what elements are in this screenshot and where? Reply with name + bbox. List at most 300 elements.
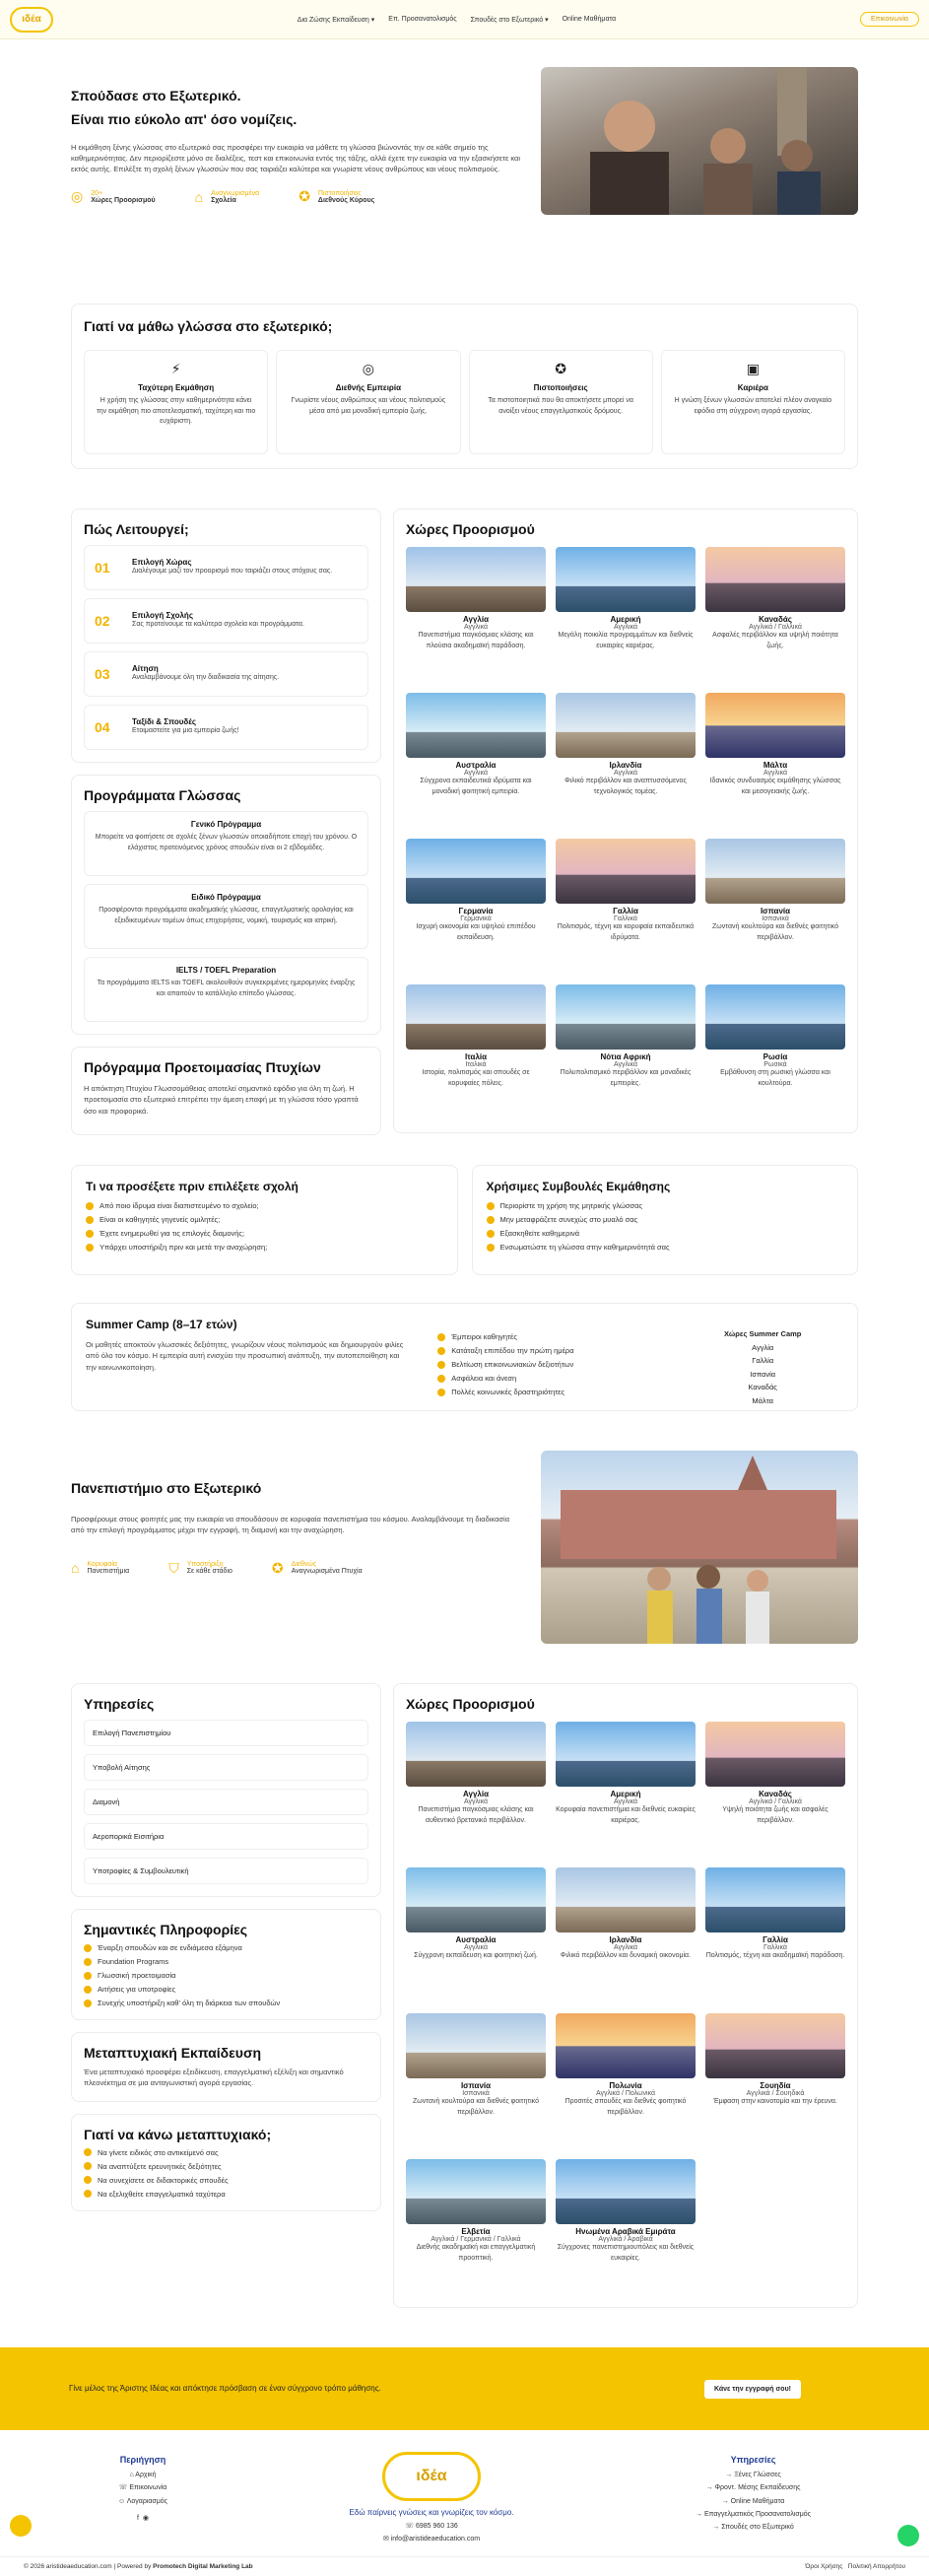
check-icon bbox=[84, 2190, 92, 2198]
destination-description: Ιδανικός συνδυασμός εκμάθησης γλώσσας και μεσογειακής ζωής. bbox=[709, 778, 841, 795]
destination-description: Πολυπολιτισμικό περιβάλλον και μοναδικές εμπειρίες. bbox=[560, 1069, 692, 1087]
destination-language: Ισπανικά bbox=[762, 915, 789, 922]
why-card bbox=[469, 350, 653, 454]
section-text: Ένα μεταπτυχιακό προσφέρει εξειδίκευση, επαγγελματική εξέλιξη και σημαντικό πλεονέκτημα σε μια ανταγωνιστική αγορά εργασίας. bbox=[84, 2068, 344, 2088]
section-title: Τι να προσέξετε πριν επιλέξετε σχολή bbox=[86, 1180, 299, 1193]
destination-description: Υψηλή ποιότητα ζωής και ασφαλές περιβάλλον. bbox=[722, 1806, 829, 1824]
destination-card[interactable] bbox=[406, 547, 546, 683]
list-item-text: Να συνεχίσετε σε διδακτορικές σπουδές bbox=[98, 2175, 229, 2185]
check-icon bbox=[84, 2162, 92, 2170]
destination-language: Αγγλικά / Γαλλικά bbox=[749, 1798, 802, 1805]
check-icon bbox=[437, 1347, 445, 1355]
destination-card[interactable] bbox=[406, 2159, 546, 2295]
section-text: Η απόκτηση Πτυχίου Γλωσσομάθειας αποτελεί σημαντικό εφόδιο για όλη τη ζωή. Η προετοιμασία στο εξωτερικό επιτρέπει την άμεση επαφή με τη γλώσσα τόσο γραπτά όσο και προφορικά. bbox=[84, 1084, 359, 1116]
destination-language: Ιταλικά bbox=[465, 1061, 487, 1068]
destination-name: Αμερική bbox=[610, 1790, 641, 1798]
section-title: Γιατί να μάθω γλώσσα στο εξωτερικό; bbox=[84, 318, 333, 334]
destination-description: Πανεπιστήμια παγκόσμιας κλάσης και πλούσια ακαδημαϊκή παράδοση. bbox=[418, 632, 534, 649]
destinations-grid bbox=[406, 547, 845, 1120]
footer-heading: Περιήγηση bbox=[119, 2455, 166, 2465]
phone-icon: ☏ bbox=[405, 2523, 416, 2531]
user-icon: ☺ bbox=[118, 2497, 127, 2505]
footer-services bbox=[696, 2452, 811, 2546]
postgrad-section bbox=[71, 2032, 381, 2102]
whatsapp-icon[interactable] bbox=[897, 2525, 919, 2546]
program-title: IELTS / TOEFL Preparation bbox=[175, 966, 277, 975]
summer-camp-section bbox=[71, 1303, 858, 1411]
destination-description: Πανεπιστήμια παγκόσμιας κλάσης και αυθεντικό βρετανικό περιβάλλον. bbox=[418, 1806, 534, 1824]
footer-link[interactable] bbox=[696, 2508, 811, 2521]
contact-button[interactable]: Επικοινωνία bbox=[860, 12, 919, 27]
destination-name: Γαλλία bbox=[613, 907, 638, 915]
step-number: 01 bbox=[95, 560, 110, 576]
why-card bbox=[661, 350, 845, 454]
university-section bbox=[71, 1451, 858, 1644]
destination-photo bbox=[556, 839, 696, 904]
list-item bbox=[86, 1243, 443, 1252]
card-title: Ταχύτερη Εκμάθηση bbox=[138, 383, 215, 392]
program-title: Ειδικό Πρόγραμμα bbox=[191, 893, 261, 902]
card-title: Πιστοποιήσεις bbox=[533, 383, 588, 392]
program-card bbox=[84, 957, 368, 1022]
powered-by-link[interactable]: Promotech Digital Marketing Lab bbox=[153, 2562, 253, 2570]
section-title: Προγράμματα Γλώσσας bbox=[84, 787, 241, 803]
site-footer bbox=[0, 2430, 929, 2556]
destination-photo bbox=[705, 839, 845, 904]
destination-card[interactable] bbox=[705, 1867, 845, 2003]
footer-email[interactable] bbox=[350, 2533, 514, 2545]
footer-phone[interactable] bbox=[350, 2520, 514, 2533]
destination-name: Ιρλανδία bbox=[609, 761, 642, 770]
summer-camp-countries bbox=[682, 1318, 843, 1405]
degree-prep-section bbox=[71, 1047, 381, 1135]
check-icon bbox=[437, 1333, 445, 1341]
list-item-text: Είναι οι καθηγητές γηγενείς ομιλητές; bbox=[100, 1215, 221, 1224]
destination-photo bbox=[556, 547, 696, 612]
destination-description: Έμφαση στην καινοτομία και την έρευνα. bbox=[713, 2098, 837, 2105]
list-item bbox=[84, 1999, 368, 2007]
card-title: Καριέρα bbox=[737, 383, 768, 392]
check-icon bbox=[437, 1361, 445, 1369]
stat-label: Διεθνούς Κύρους bbox=[317, 196, 375, 204]
list-item-text: Να γίνετε ειδικός στο αντικείμενό σας bbox=[98, 2147, 219, 2157]
list-item-text: Ασφάλεια και άνεση bbox=[451, 1374, 517, 1383]
check-icon bbox=[84, 2000, 92, 2007]
destination-card[interactable] bbox=[556, 2159, 696, 2295]
destination-description: Σύγχρονες πανεπιστημιουπόλεις και διεθνείς ευκαιρίες. bbox=[557, 2244, 695, 2262]
mail-icon: ✉ bbox=[382, 2536, 391, 2543]
footer-brand bbox=[350, 2452, 514, 2546]
signup-banner bbox=[0, 2347, 929, 2430]
banner-text: Γίνε μέλος της Άριστης Ιδέας και απόκτησε πρόσβαση σε έναν σύγχρονο τρόπο μάθησης. bbox=[69, 2384, 381, 2393]
destination-description: Ασφαλές περιβάλλον και υψηλή ποιότητα ζωής. bbox=[712, 632, 838, 649]
destination-card[interactable] bbox=[406, 693, 546, 829]
lightning-icon: ⚡ bbox=[170, 361, 181, 376]
service-item[interactable]: Αεροπορικά Εισιτήρια bbox=[84, 1823, 368, 1850]
home-icon: ⌂ bbox=[129, 2472, 136, 2479]
footer-link-text: Αρχική bbox=[135, 2472, 157, 2479]
program-title: Γενικό Πρόγραμμα bbox=[190, 820, 262, 829]
check-icon bbox=[86, 1244, 94, 1252]
terms-link[interactable]: Όροι Χρήσης bbox=[805, 2562, 843, 2570]
footer-link-text: Online Μαθήματα bbox=[730, 2497, 785, 2505]
section-title: Υπηρεσίες bbox=[84, 1696, 155, 1712]
list-item bbox=[84, 2148, 368, 2157]
destination-card[interactable] bbox=[556, 1867, 696, 2003]
destination-language: Αγγλικά bbox=[763, 770, 788, 777]
footer-tagline: Εδώ παίρνεις γνώσεις και γνωρίζεις τον κόσμο. bbox=[349, 2508, 514, 2517]
destination-photo bbox=[406, 1722, 546, 1787]
privacy-link[interactable]: Πολιτική Απορρήτου bbox=[847, 2562, 905, 2570]
step-number: 03 bbox=[95, 666, 110, 682]
badge-check-icon: ✪ bbox=[299, 188, 310, 205]
check-icon bbox=[86, 1202, 94, 1210]
list-item-text: Πολλές κοινωνικές δραστηριότητες bbox=[451, 1388, 565, 1396]
phone-icon: ☏ bbox=[118, 2484, 130, 2492]
check-icon bbox=[86, 1230, 94, 1238]
globe-icon: ◎ bbox=[362, 361, 374, 376]
destination-name: Ισπανία bbox=[760, 907, 791, 915]
email-text: info@aristideaeducation.com bbox=[390, 2536, 481, 2543]
instagram-icon[interactable]: ◉ bbox=[142, 2514, 149, 2522]
shield-icon: ⛉ bbox=[168, 1559, 179, 1576]
destination-language: Ισπανικά bbox=[462, 2090, 490, 2097]
service-item[interactable]: Υποβολή Αίτησης bbox=[84, 1754, 368, 1781]
stat-number: Κορυφαία bbox=[87, 1561, 117, 1568]
destination-card[interactable] bbox=[705, 839, 845, 975]
footer-link-text: Λογαριασμός bbox=[126, 2497, 168, 2505]
step-item bbox=[84, 705, 368, 750]
list-item-text: Κατάταξη επιπέδου την πρώτη ημέρα bbox=[451, 1346, 574, 1355]
destination-language: Αγγλικά bbox=[613, 1061, 638, 1068]
check-icon bbox=[487, 1230, 495, 1238]
program-text: Προσφέρονται προγράμματα ακαδημαϊκής γλώσσας, επαγγελματικής ορολογίας και εξειδικευμένων τομέων όπως επιχειρήσεις, νομική, τουρισμός και ιατρική. bbox=[99, 907, 354, 924]
service-item[interactable]: Διαμονή bbox=[84, 1789, 368, 1815]
destination-card[interactable] bbox=[705, 984, 845, 1120]
signup-button[interactable]: Κάνε την εγγραφή σου! bbox=[704, 2380, 801, 2399]
arrow-right-icon: → bbox=[721, 2497, 731, 2505]
list-item-text: Ενσωματώστε τη γλώσσα στην καθημερινότητά σας bbox=[499, 1243, 670, 1252]
step-item bbox=[84, 598, 368, 644]
destination-language: Αγγλικά bbox=[613, 1798, 638, 1805]
destination-photo bbox=[556, 1867, 696, 1932]
list-item bbox=[487, 1201, 844, 1210]
arrow-right-icon: → bbox=[712, 2524, 722, 2532]
destination-description: Πολιτισμός, τέχνη και ακαδημαϊκή παράδοση. bbox=[705, 1952, 845, 1959]
footer-link[interactable] bbox=[118, 2481, 167, 2494]
footer-logo: ιδέα bbox=[382, 2452, 481, 2501]
footer-nav bbox=[118, 2452, 167, 2546]
destination-description: Πολιτισμός, τέχνη και κορυφαία εκπαιδευτικά ιδρύματα. bbox=[557, 923, 695, 941]
card-title: Διεθνής Εμπειρία bbox=[335, 383, 402, 392]
check-icon bbox=[84, 2176, 92, 2184]
why-card bbox=[276, 350, 460, 454]
destination-language: Γαλλικά bbox=[614, 915, 637, 922]
list-item-text: Να εξελιχθείτε επαγγελματικά ταχύτερα bbox=[98, 2189, 226, 2199]
section-title: Πρόγραμμα Προετοιμασίας Πτυχίων bbox=[84, 1059, 321, 1075]
destination-language: Αγγλικά / Αραβικά bbox=[598, 2236, 653, 2243]
step-title: Αίτηση bbox=[132, 664, 159, 674]
footer-link[interactable] bbox=[696, 2521, 811, 2534]
country-name: Ισπανία bbox=[750, 1369, 776, 1379]
country-name: Μάλτα bbox=[752, 1395, 773, 1405]
destination-description: Εμβάθυνση στη ρωσική γλώσσα και κουλτούρα. bbox=[720, 1069, 830, 1087]
destination-photo bbox=[406, 984, 546, 1050]
section-title: Summer Camp (8–17 ετών) bbox=[86, 1318, 237, 1331]
destination-language: Αγγλικά bbox=[463, 1944, 489, 1951]
stat-number: 20+ bbox=[91, 189, 103, 197]
destination-language: Αγγλικά bbox=[463, 624, 489, 631]
check-icon bbox=[487, 1216, 495, 1224]
destination-language: Αγγλικά bbox=[613, 624, 638, 631]
footer-link[interactable] bbox=[696, 2481, 811, 2494]
list-item-text: Από ποιο ίδρυμα είναι διαπιστευμένο το σχολείο; bbox=[100, 1201, 259, 1210]
check-icon bbox=[84, 1958, 92, 1966]
hero-title-line1: Σπούδασε στο Εξωτερικό. bbox=[71, 88, 241, 103]
list-item bbox=[437, 1388, 652, 1396]
list-item-text: Συνεχής υποστήριξη καθ' όλη τη διάρκεια των σπουδών bbox=[98, 1999, 281, 2007]
badge-check-icon: ✪ bbox=[555, 361, 566, 376]
destination-language: Αγγλικά bbox=[613, 770, 638, 777]
destination-language: Αγγλικά bbox=[463, 1798, 489, 1805]
destination-photo bbox=[705, 1722, 845, 1787]
destination-language: Αγγλικά / Γαλλικά bbox=[749, 624, 802, 631]
service-item[interactable]: Υποτροφίες & Συμβουλευτική bbox=[84, 1858, 368, 1884]
destination-description: Διεθνής ακαδημαϊκή και επαγγελματική προοπτική. bbox=[416, 2244, 536, 2262]
destination-description: Κορυφαία πανεπιστήμια και διεθνείς ευκαιρίες καριέρας. bbox=[556, 1806, 696, 1824]
step-title: Ταξίδι & Σπουδές bbox=[132, 717, 197, 727]
list-item bbox=[84, 2162, 368, 2171]
footer-heading: Υπηρεσίες bbox=[730, 2455, 776, 2465]
destinations-grid bbox=[406, 1722, 845, 2295]
destination-card[interactable] bbox=[556, 839, 696, 975]
list-item bbox=[437, 1332, 652, 1341]
university-icon: ⌂ bbox=[71, 1560, 80, 1576]
destination-name: Ηνωμένα Αραβικά Εμιράτα bbox=[575, 2227, 676, 2236]
destination-photo bbox=[705, 547, 845, 612]
country-name: Καναδάς bbox=[748, 1383, 777, 1391]
destination-name: Αγγλία bbox=[463, 615, 489, 624]
list-item bbox=[437, 1374, 652, 1383]
card-text: Η χρήση της γλώσσας στην καθημερινότητα κάνει την εκμάθηση πιο αποτελεσματική, ταχύτερη και πιο ευχάριστη. bbox=[97, 397, 256, 425]
destination-description: Προσιτές σπουδές και διεθνές φοιτητικό περιβάλλον. bbox=[564, 2098, 687, 2116]
stat-label: Αναγνωρισμένα Πτυχία bbox=[291, 1568, 363, 1575]
list-item-text: Γλωσσική προετοιμασία bbox=[98, 1971, 176, 1980]
university-photo bbox=[541, 1451, 858, 1644]
stat-number: Πιστοποιήσεις bbox=[317, 189, 362, 197]
briefcase-icon: ▣ bbox=[746, 361, 760, 376]
list-item bbox=[84, 1943, 368, 1952]
uni-destinations-section bbox=[393, 1683, 858, 2308]
destination-name: Καναδάς bbox=[759, 615, 792, 624]
step-text: Σας προτείνουμε τα καλύτερα σχολεία και προγράμματα. bbox=[132, 621, 304, 629]
destination-photo bbox=[705, 693, 845, 758]
list-item-text: Βελτίωση επικοινωνιακών δεξιοτήτων bbox=[451, 1360, 574, 1369]
program-card bbox=[84, 884, 368, 949]
site-header bbox=[0, 0, 929, 39]
list-item-text: Foundation Programs bbox=[98, 1957, 169, 1966]
destination-name: Αυστραλία bbox=[455, 761, 497, 770]
destination-card[interactable] bbox=[406, 984, 546, 1120]
copyright-text: © 2026 aristideaeducation.com | Powered by bbox=[24, 2562, 152, 2570]
list-item bbox=[487, 1215, 844, 1224]
list-item bbox=[437, 1346, 652, 1355]
destination-card[interactable] bbox=[556, 2013, 696, 2149]
nav-item[interactable]: Δια Ζώσης Εκπαίδευση ▾ bbox=[297, 16, 375, 24]
uni-stat bbox=[71, 1560, 129, 1577]
campus-illustration bbox=[541, 1451, 858, 1644]
list-item bbox=[487, 1243, 844, 1252]
check-icon bbox=[487, 1244, 495, 1252]
accessibility-button[interactable] bbox=[10, 2515, 32, 2537]
section-text: Προσφέρουμε στους φοιτητές μας την ευκαιρία να σπουδάσουν σε κορυφαία πανεπιστήμια του κόσμου. Αναλαμβάνουμε τη διαδικασία από την επιλογή προγράμματος μέχρι την εγγραφή, τη διαμονή και την αναχώρηση. bbox=[71, 1515, 510, 1535]
destination-card[interactable] bbox=[406, 839, 546, 975]
footer-link-text: Φροντ. Μέσης Εκπαίδευσης bbox=[714, 2484, 801, 2492]
footer-link-text: Σπουδές στο Εξωτερικό bbox=[721, 2524, 794, 2532]
hero-photo-students bbox=[541, 67, 858, 215]
destination-card[interactable] bbox=[705, 547, 845, 683]
nav-item[interactable]: Σπουδές στο Εξωτερικό ▾ bbox=[470, 16, 549, 24]
destination-photo bbox=[556, 2159, 696, 2224]
arrow-right-icon: → bbox=[705, 2484, 715, 2492]
stat-number: Αναγνωρισμένα bbox=[211, 189, 260, 197]
hero-stat bbox=[71, 188, 156, 205]
list-item bbox=[487, 1229, 844, 1238]
list-item bbox=[84, 2190, 368, 2199]
badge-check-icon: ✪ bbox=[271, 1559, 284, 1576]
footer-link-text: Επικοινωνία bbox=[129, 2484, 167, 2492]
country-name: Γαλλία bbox=[752, 1356, 774, 1365]
list-item bbox=[86, 1201, 443, 1210]
program-text: Τα προγράμματα IELTS και TOEFL ακολουθούν συγκεκριμένες ημερομηνίες έναρξης και απαιτούν το κατάλληλο επίπεδο γλώσσας. bbox=[97, 980, 356, 997]
destination-description: Φιλικό περιβάλλον και αναπτυσσόμενος τεχνολογικός τομέας. bbox=[564, 778, 687, 795]
step-text: Ετοιμαστείτε για μια εμπειρία ζωής! bbox=[132, 727, 239, 735]
site-logo[interactable]: ιδέα bbox=[10, 7, 53, 33]
uni-stat bbox=[272, 1560, 363, 1577]
why-learn-section bbox=[71, 304, 858, 469]
hero-stat bbox=[299, 188, 374, 205]
destination-description: Ισχυρή οικονομία και υψηλού επιπέδου εκπαίδευση. bbox=[416, 923, 536, 941]
destination-description: Σύγχρονη εκπαίδευση και φοιτητική ζωή. bbox=[414, 1952, 538, 1959]
why-card bbox=[84, 350, 268, 454]
destination-language: Γερμανικά bbox=[460, 915, 492, 922]
destination-card[interactable] bbox=[705, 1722, 845, 1858]
destination-photo bbox=[705, 984, 845, 1050]
section-title: Μεταπτυχιακή Εκπαίδευση bbox=[84, 2045, 262, 2061]
destination-language: Αγγλικά bbox=[613, 1944, 638, 1951]
countries-title: Χώρες Summer Camp bbox=[724, 1329, 802, 1338]
footer-link[interactable] bbox=[696, 2495, 811, 2508]
stat-number: Υποστήριξη bbox=[186, 1561, 224, 1568]
check-icon bbox=[86, 1216, 94, 1224]
main-nav bbox=[298, 16, 616, 24]
footer-link[interactable] bbox=[696, 2469, 811, 2481]
facebook-icon[interactable]: f bbox=[137, 2514, 139, 2522]
section-text: Οι μαθητές αποκτούν γλωσσικές δεξιότητες, γνωρίζουν νέους πολιτισμούς και δημιουργούν φιλίες από όλο τον κόσμο. Η εμπειρία αυτή ενισχύει την προσωπική ανάπτυξη, την αυτοπεποίθηση και την κοινωνικοποίηση. bbox=[86, 1340, 404, 1372]
learning-tips-section bbox=[472, 1165, 859, 1275]
stat-label: Σε κάθε στάδιο bbox=[186, 1568, 232, 1575]
stat-label: Πανεπιστήμια bbox=[87, 1568, 130, 1575]
destination-photo bbox=[406, 839, 546, 904]
destination-card[interactable] bbox=[705, 2013, 845, 2149]
section-title: Πανεπιστήμιο στο Εξωτερικό bbox=[71, 1480, 262, 1496]
step-item bbox=[84, 651, 368, 697]
list-item bbox=[84, 1957, 368, 1966]
destination-language: Αγγλικά bbox=[463, 770, 489, 777]
destination-name: Γερμανία bbox=[458, 907, 494, 915]
destination-name: Ρωσία bbox=[763, 1052, 788, 1061]
destination-language: Αγγλικά / Σουηδικά bbox=[746, 2090, 805, 2097]
check-icon bbox=[437, 1375, 445, 1383]
list-item-text: Αιτήσεις για υποτροφίες bbox=[98, 1985, 176, 1994]
check-icon bbox=[487, 1202, 495, 1210]
destination-photo bbox=[705, 2013, 845, 2078]
destination-card[interactable] bbox=[556, 1722, 696, 1858]
destination-card[interactable] bbox=[406, 2013, 546, 2149]
hero-section bbox=[71, 39, 858, 256]
destination-language: Γαλλικά bbox=[763, 1944, 787, 1951]
list-item bbox=[84, 2176, 368, 2185]
list-item-text: Μην μεταφράζετε συνεχώς στο μυαλό σας bbox=[499, 1215, 638, 1224]
list-item bbox=[86, 1229, 443, 1238]
section-title: Χώρες Προορισμού bbox=[406, 521, 535, 537]
list-item-text: Να αναπτύξετε ερευνητικές δεξιότητες bbox=[98, 2161, 222, 2171]
destination-name: Γαλλία bbox=[763, 1935, 788, 1944]
destination-description: Ζωντανή κουλτούρα και διεθνές φοιτητικό περιβάλλον. bbox=[413, 2098, 539, 2116]
why-postgrad-section bbox=[71, 2114, 381, 2211]
destination-card[interactable] bbox=[556, 984, 696, 1120]
check-icon bbox=[84, 1944, 92, 1952]
nav-item[interactable]: Επ. Προσανατολισμός bbox=[388, 15, 457, 23]
destination-name: Καναδάς bbox=[759, 1790, 792, 1798]
step-text: Αναλαμβάνουμε όλη την διαδικασία της αίτησης. bbox=[132, 674, 280, 682]
footer-link[interactable] bbox=[118, 2495, 167, 2508]
footer-link[interactable] bbox=[118, 2469, 167, 2481]
footer-link-text: Επαγγελματικός Προσανατολισμός bbox=[703, 2510, 811, 2518]
list-item-text: Έχετε ενημερωθεί για τις επιλογές διαμονής; bbox=[100, 1229, 245, 1238]
stat-label: Σχολεία bbox=[211, 196, 236, 204]
destination-photo bbox=[705, 1867, 845, 1932]
destination-card[interactable] bbox=[406, 1867, 546, 2003]
nav-item[interactable]: Online Μαθήματα bbox=[562, 15, 617, 23]
program-text: Μπορείτε να φοιτήσετε σε σχολές ξένων γλωσσών οποιαδήποτε εποχή του χρόνου. Ο ελάχιστος προτεινόμενος χρόνος σπουδών είναι οι 2 εβδομάδες. bbox=[95, 834, 358, 851]
before-choosing-section bbox=[71, 1165, 458, 1275]
globe-icon: ◎ bbox=[71, 188, 84, 205]
destination-language: Αγγλικά / Πολωνικά bbox=[595, 2090, 656, 2097]
destination-card[interactable] bbox=[556, 547, 696, 683]
destination-language: Αγγλικά / Γερμανικά / Γαλλικά bbox=[431, 2236, 521, 2243]
service-item[interactable]: Επιλογή Πανεπιστημίου bbox=[84, 1720, 368, 1746]
important-info-section bbox=[71, 1909, 381, 2020]
destination-name: Αμερική bbox=[610, 615, 641, 624]
destination-photo bbox=[556, 984, 696, 1050]
uni-stat bbox=[168, 1560, 232, 1577]
destination-name: Πολωνία bbox=[609, 2081, 642, 2090]
destination-language: Ρωσικά bbox=[763, 1061, 787, 1068]
card-text: Γνωρίστε νέους ανθρώπους και νέους πολιτισμούς μέσα από μια μοναδική εμπειρία ζωής. bbox=[291, 397, 446, 415]
destination-card[interactable] bbox=[556, 693, 696, 829]
destination-card[interactable] bbox=[406, 1722, 546, 1858]
hero-description: Η εκμάθηση ξένης γλώσσας στο εξωτερικό σας προσφέρει την ευκαιρία να μάθετε τη γλώσσα βιώνοντάς την σε κάθε σημείο της καθημερινότητας. Δεν περιορίζεστε μόνο σε διαλέξεις, τεστ και επικοινωνία εντός της τάξης, αλλά έχετε την ευκαιρία να την εξασκήσετε και εκτός αυτής. Επιλέξτε τη σχολή ξένων γλωσσών που σας ταιριάζει καλύτερα και γνωρίστε νέους ανθρώπους και νέους πολιτισμούς. bbox=[71, 142, 521, 174]
step-number: 04 bbox=[95, 719, 110, 735]
check-icon bbox=[84, 2148, 92, 2156]
destination-name: Σουηδία bbox=[760, 2081, 791, 2090]
destination-card[interactable] bbox=[705, 693, 845, 829]
list-item-text: Εξασκηθείτε καθημερινά bbox=[499, 1229, 580, 1238]
destination-name: Ιρλανδία bbox=[609, 1935, 642, 1944]
phone-text: 6985 960 136 bbox=[415, 2523, 458, 2531]
destination-photo bbox=[406, 693, 546, 758]
